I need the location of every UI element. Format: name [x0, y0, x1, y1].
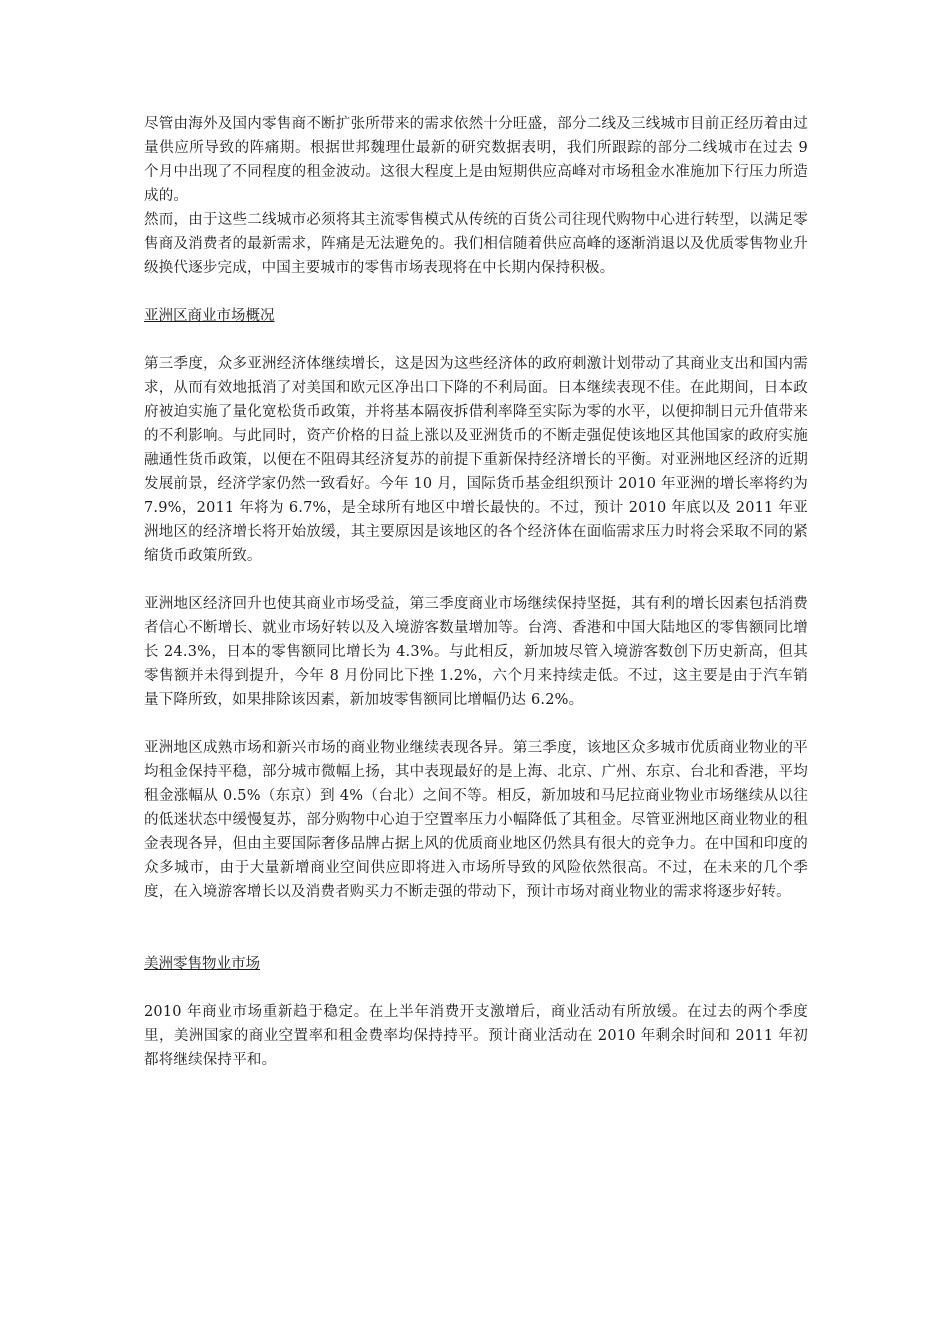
paragraph-spacer — [144, 976, 808, 1000]
paragraph-spacer — [144, 328, 808, 352]
paragraph-retail-transformation: 然而，由于这些二线城市必须将其主流零售模式从传统的百货公司往现代购物中心进行转型，以满足零售商及消费者的最新需求，阵痛是无法避免的。我们相信随着供应高峰的逐渐消退以及优质零售物业升级换代逐步完成，中国主要城市的零售市场表现将在中长期内保持积极。 — [144, 212, 808, 276]
document-page — [144, 112, 808, 1072]
section-heading-americas: 美洲零售物业市场 — [144, 956, 260, 972]
section-heading-asia: 亚洲区商业市场概况 — [144, 308, 275, 324]
paragraph-americas-market: 2010 年商业市场重新趋于稳定。在上半年消费开支激增后，商业活动有所放缓。在过去的两个季度里，美洲国家的商业空置率和租金费率均保持持平。预计商业活动在 2010 年剩余时间和 2011 年初都将继续保持平和。 — [144, 1004, 808, 1068]
paragraph-supply-pressure: 尽管由海外及国内零售商不断扩张所带来的需求依然十分旺盛，部分二线及三线城市目前正经历着由过量供应所导致的阵痛期。根据世邦魏理仕最新的研究数据表明，我们所跟踪的部分二线城市在过去 9 个月中出现了不同程度的租金波动。这很大程度上是由短期供应高峰对市场租金水准施加下行压力所造成的。 — [144, 116, 808, 204]
paragraph-spacer — [144, 568, 808, 592]
paragraph-asia-rents: 亚洲地区成熟市场和新兴市场的商业物业继续表现各异。第三季度，该地区众多城市优质商业物业的平均租金保持平稳，部分城市微幅上扬，其中表现最好的是上海、北京、广州、东京、台北和香港，平均租金涨幅从 0.5%（东京）到 4%（台北）之间不等。相反，新加坡和马尼拉商业物业市场继续从以往的低迷状态中缓慢复苏，部分购物中心迫于空置率压力小幅降低了其租金。尽管亚洲地区商业物业的租金表现各异，但由主要国际奢侈品牌占据上风的优质商业地区仍然具有很大的竞争力。在中国和印度的众多城市，由于大量新增商业空间供应即将进入市场所导致的风险依然很高。不过，在未来的几个季度，在入境游客增长以及消费者购买力不断走强的带动下，预计市场对商业物业的需求将逐步好转。 — [144, 740, 808, 900]
paragraph-spacer — [144, 280, 808, 304]
paragraph-asia-economy: 第三季度，众多亚洲经济体继续增长，这是因为这些经济体的政府刺激计划带动了其商业支出和国内需求，从而有效地抵消了对美国和欧元区净出口下降的不利局面。日本继续表现不佳。在此期间，日本政府被迫实施了量化宽松货币政策，并将基本隔夜拆借利率降至实际为零的水平，以便抑制日元升值带来的不利影响。与此同时，资产价格的日益上涨以及亚洲货币的不断走强促使该地区其他国家的政府实施融通性货币政策，以便在不阻碍其经济复苏的前提下重新保持经济增长的平衡。对亚洲地区经济的近期发展前景，经济学家仍然一致看好。今年 10 月，国际货币基金组织预计 2010 年亚洲的增长率将约为 7.9%，2011 年将为 6.7%，是全球所有地区中增长最快的。不过，预计 2010 年底以及 2011 年亚洲地区的经济增长将开始放缓，其主要原因是该地区的各个经济体在面临需求压力时将会采取不同的紧缩货币政策所致。 — [144, 356, 808, 564]
paragraph-spacer — [144, 904, 808, 952]
paragraph-spacer — [144, 712, 808, 736]
paragraph-asia-retail-sales: 亚洲地区经济回升也使其商业市场受益，第三季度商业市场继续保持坚挺，其有利的增长因素包括消费者信心不断增长、就业市场好转以及入境游客数量增加等。台湾、香港和中国大陆地区的零售额同比增长 24.3%，日本的零售额同比增长为 4.3%。与此相反，新加坡尽管入境游客数创下历史新高，但其零售额并未得到提升，今年 8 月份同比下挫 1.2%，六个月来持续走低。不过，这主要是由于汽车销量下降所致，如果排除该因素，新加坡零售额同比增幅仍达 6.2%。 — [144, 596, 808, 708]
